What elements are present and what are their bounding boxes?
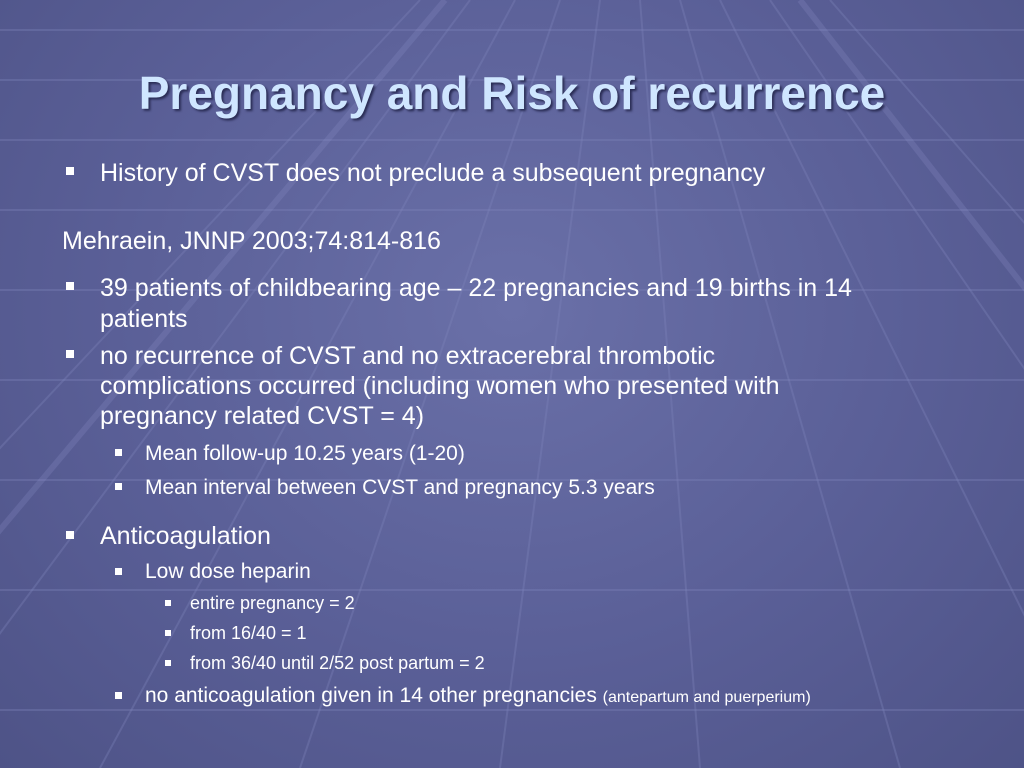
no-anticoagulation-item <box>145 683 811 711</box>
heparin-detail: from 16/40 = 1 <box>190 623 307 643</box>
anticoagulation-heading: Anticoagulation <box>100 522 271 550</box>
heparin-detail: from 36/40 until 2/52 post partum = 2 <box>190 653 485 673</box>
square-bullet-icon <box>165 630 171 636</box>
bullet-line: patients <box>100 305 188 333</box>
square-bullet-icon <box>115 568 122 575</box>
square-bullet-icon <box>66 282 74 290</box>
followup-item: Mean interval between CVST and pregnancy 5.3 years <box>145 476 655 499</box>
square-bullet-icon <box>165 600 171 606</box>
bullet-line: no recurrence of CVST and no extracerebral thrombotic <box>100 342 716 370</box>
square-bullet-icon <box>115 692 122 699</box>
square-bullet-icon <box>115 483 122 490</box>
intro-bullet-text: History of CVST does not preclude a subsequent pregnancy <box>100 159 766 187</box>
square-bullet-icon <box>66 531 74 539</box>
heparin-detail: entire pregnancy = 2 <box>190 593 355 613</box>
slide-title: Pregnancy and Risk of recurrence <box>138 67 886 119</box>
square-bullet-icon <box>66 350 74 358</box>
no-anticoagulation-note: (antepartum and puerperium) <box>602 689 811 706</box>
no-anticoagulation-text: no anticoagulation given in 14 other pregnancies <box>145 684 597 707</box>
heparin-item: Low dose heparin <box>145 560 311 583</box>
bullet-line: complications occurred (including women who presented with <box>100 372 780 400</box>
bullet-line: pregnancy related CVST = 4) <box>100 402 425 430</box>
square-bullet-icon <box>115 449 122 456</box>
square-bullet-icon <box>165 660 171 666</box>
followup-item: Mean follow-up 10.25 years (1-20) <box>145 442 465 465</box>
square-bullet-icon <box>66 167 74 175</box>
reference-citation: Mehraein, JNNP 2003;74:814-816 <box>62 227 441 255</box>
bullet-line: 39 patients of childbearing age – 22 pregnancies and 19 births in 14 <box>100 274 852 302</box>
